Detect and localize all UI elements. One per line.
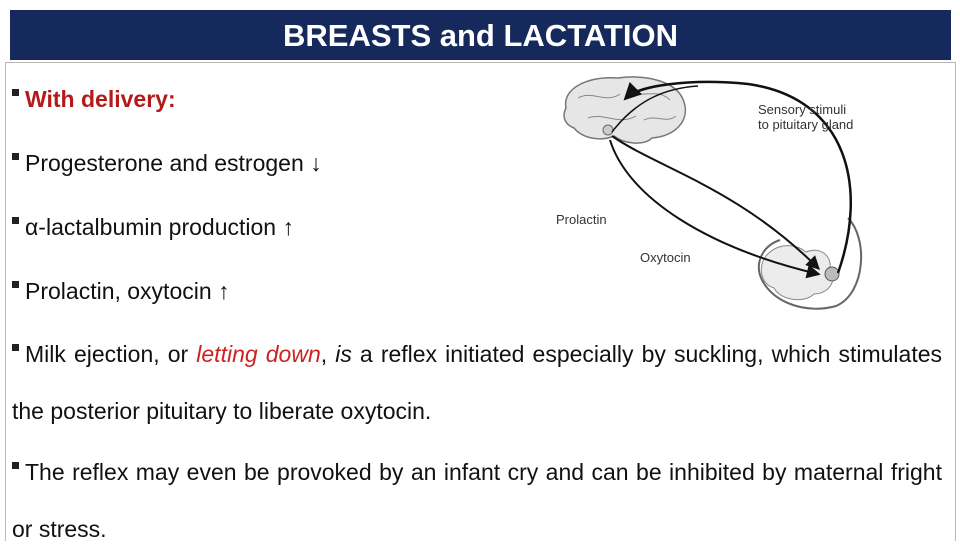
bullet-marker: [12, 89, 19, 96]
brain-icon: [564, 77, 685, 143]
bullet-prolactin-oxytocin: [12, 278, 230, 305]
bullet-text: α-lactalbumin production ↑: [25, 214, 294, 240]
title-bar: [10, 10, 951, 60]
breast-icon: [759, 218, 861, 309]
bullet-marker: [12, 344, 19, 351]
para-text-3: a reflex initiated especially by suckling, which stimulates the posterior pituitary to liberate oxytocin.: [12, 341, 942, 424]
label-sensory-2: to pituitary gland: [758, 117, 854, 132]
bullet-marker: [12, 153, 19, 160]
bullet-marker: [12, 217, 19, 224]
paragraph-reflex: [12, 444, 942, 558]
bullet-text: Progesterone and estrogen ↓: [25, 150, 322, 176]
para-emphasis: letting down: [196, 341, 321, 367]
reflex-diagram: [548, 68, 908, 318]
label-oxytocin: Oxytocin: [640, 250, 691, 265]
para-text: The reflex may even be provoked by an infant cry and can be inhibited by maternal fright or stress.: [12, 459, 942, 542]
page-title: BREASTS and LACTATION: [283, 18, 678, 53]
para-text-2: ,: [320, 341, 336, 367]
bullet-lactalbumin: [12, 214, 294, 241]
bullet-text: With delivery:: [25, 86, 176, 112]
bullet-with-delivery: [12, 86, 176, 113]
bullet-hormones: [12, 150, 322, 177]
para-italic-is: is: [335, 341, 352, 367]
label-sensory: Sensory stimuli: [758, 102, 847, 117]
bullet-text: Prolactin, oxytocin ↑: [25, 278, 230, 304]
para-text-1: Milk ejection, or: [25, 341, 197, 367]
label-prolactin: Prolactin: [556, 212, 607, 227]
bullet-marker: [12, 462, 19, 469]
bullet-marker: [12, 281, 19, 288]
paragraph-milk-ejection: [12, 326, 942, 440]
